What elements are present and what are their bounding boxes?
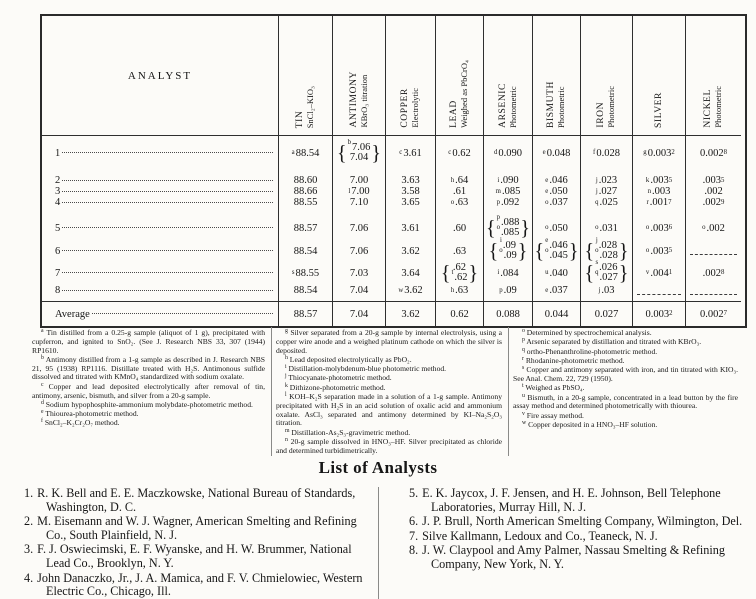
braced-values <box>499 236 517 262</box>
value-cell: m .085 <box>483 186 532 197</box>
footnote-marker: o <box>595 247 599 254</box>
footnote-marker: o <box>522 328 525 334</box>
value-cell: .61 <box>435 186 483 197</box>
analyst-entry-number: 2. <box>24 514 34 529</box>
braced-value-line: $^o$.045 <box>545 247 568 261</box>
value-cell: 88.55 <box>278 197 332 208</box>
value-cell <box>580 236 632 263</box>
value-cell: h .63 <box>435 284 483 297</box>
analyst-entry <box>395 487 750 514</box>
average-value-cell: 0.044 <box>532 301 580 326</box>
column-header-silver <box>632 16 685 136</box>
row-number: 1 <box>55 147 61 159</box>
footnote: $^m$ Distillation-As₂S₃-gravimetric method. <box>285 427 411 437</box>
value-cell: l 7.00 <box>332 186 385 197</box>
value-cell: 88.54 <box>278 240 332 262</box>
spacer-cell <box>632 208 685 216</box>
table-header-row <box>42 16 745 136</box>
braced-value-line: $^b$7.06 <box>347 138 371 153</box>
footnote: $^w$ Copper deposited in a HNO₃–HF solution. <box>522 419 658 429</box>
spacer-cell <box>580 165 632 175</box>
analyst-entry-text: John Danaczko, Jr., J. A. Mamica, and F. V. Chmielowiec, Western Electric Co., Chicago, Ill. <box>37 570 363 599</box>
column-header-lead <box>435 16 483 136</box>
element-name: TIN <box>295 110 306 128</box>
analyst-row-label <box>42 175 278 186</box>
braced-value-line: $^s$.026 <box>595 258 618 273</box>
spacer-cell <box>42 165 278 175</box>
row-number: 7 <box>55 267 61 279</box>
footnotes-column-1 <box>28 327 271 456</box>
method-name: KBrO₃ titration <box>358 75 369 128</box>
braced-value-line: $^i$.09 <box>499 236 516 251</box>
value-cell: j .023 <box>580 175 632 186</box>
footnote: $^v$ Fire assay method. <box>522 410 584 420</box>
footnote: $^a$ Tin distilled from a 0.25-g sample (aliquot of 1 g), precipitated with cupferron, and ignited to SnO₂. (See J. Research NBS 33, 307 (1944) RP1610. <box>32 328 265 355</box>
dotted-leader <box>62 179 273 181</box>
footnote: $^s$ Copper and antimony separated with iron, and tin titrated with KIO₃. See Anal. Chem. 22, 729 (1950). <box>513 365 738 383</box>
column-header-arsenic <box>483 16 532 136</box>
value-cell: c 3.61 <box>385 141 435 165</box>
footnote-marker: t <box>522 383 524 390</box>
value-cell: g 0.003 2 <box>632 141 685 165</box>
right-brace-glyph: } <box>371 141 381 165</box>
value-cell: 7.03 <box>332 262 385 284</box>
analyst-entry-number: 7. <box>409 528 419 543</box>
value-cell: .002 8 <box>685 262 741 284</box>
footnote: $^f$ SnCl₂–K₂Cr₂O₇ method. <box>41 418 120 428</box>
footnote: $^c$ Copper and lead deposited electrolytically after removal of tin, antimony, arsenic, bismuth, and silver from a 20-g sample. <box>32 381 265 400</box>
value-cell: n .003 <box>632 186 685 197</box>
footnote-marker: m <box>285 427 290 434</box>
left-brace-glyph: { <box>584 261 595 285</box>
value-cell: o .63 <box>435 197 483 208</box>
rotated-header-text <box>400 88 421 128</box>
value-cell: o .037 <box>532 197 580 208</box>
analyst-column-header <box>42 16 278 136</box>
value-cell: k .003 5 <box>632 175 685 186</box>
value-cell: 3.63 <box>385 175 435 186</box>
braced-values <box>496 213 520 239</box>
braced-value-line: $^e$.046 <box>545 236 568 251</box>
spacer-cell <box>685 165 741 175</box>
analyst-entry-text: Silve Kallmann, Ledoux and Co., Teaneck, N. J. <box>422 528 658 543</box>
value-cell: o .002 <box>685 216 741 240</box>
method-name: Photometric <box>507 86 518 128</box>
braced-value-line: $^p$.088 <box>496 213 520 228</box>
footnote: $^e$ Thiourea-photometric method. <box>41 409 139 419</box>
left-brace-glyph: { <box>486 216 496 240</box>
missing-value-dashes <box>690 253 737 255</box>
braced-values <box>595 258 618 284</box>
average-label-text: Average <box>55 308 90 320</box>
column-header-iron <box>580 16 632 136</box>
analyst-row-label <box>42 262 278 284</box>
value-cell: 7.10 <box>332 197 385 208</box>
value-cell: o .050 <box>532 216 580 240</box>
footnotes-column-3 <box>508 327 744 456</box>
analyst-entry <box>395 544 750 571</box>
footnote: $^u$ Bismuth, in a 20-g sample, concentrated in a lead button by the fire assay method and determined photometrically with thiourea. <box>513 392 738 411</box>
right-brace-glyph: } <box>468 261 479 285</box>
value-cell: j .027 <box>580 186 632 197</box>
value-cell: 7.04 <box>332 284 385 297</box>
left-brace-glyph: { <box>584 239 595 263</box>
spacer-cell <box>385 165 435 175</box>
value-cell: e .046 <box>532 175 580 186</box>
value-cell: p .09 <box>483 284 532 297</box>
right-brace-glyph: } <box>568 239 579 263</box>
value-cell <box>332 138 385 165</box>
element-name: ANTIMONY <box>348 71 359 128</box>
spacer-cell <box>278 165 332 175</box>
value-cell <box>580 258 632 285</box>
column-header-nickel <box>685 16 741 136</box>
footnote-marker: e <box>41 409 44 416</box>
braced-value-line: .62 <box>452 261 467 273</box>
analyst-entry <box>10 543 370 570</box>
analyst-row-label <box>42 141 278 165</box>
footnote: $^p$ Arsenic separated by distillation and titrated with KBrO₃. <box>522 337 702 347</box>
value-cell: 88.57 <box>278 216 332 240</box>
average-value-cell: 7.04 <box>332 301 385 326</box>
rotated-header-text <box>349 71 370 128</box>
footnote-marker: d <box>41 399 44 406</box>
footnote: $^j$ Thiocyanate-photometric method. <box>285 373 392 383</box>
braced-value-line: $^q$.027 <box>595 269 618 283</box>
footnote: $^r$ Rhodanine-photometric method. <box>522 355 625 365</box>
footnotes-section <box>28 327 744 456</box>
row-number: 6 <box>55 245 61 257</box>
average-value-cell: 0.002 7 <box>685 301 741 326</box>
spacer-cell <box>332 165 385 175</box>
spacer-cell <box>435 208 483 216</box>
footnotes-column-2 <box>271 327 508 456</box>
footnote-marker: b <box>347 138 352 146</box>
value-cell: 7.06 <box>332 240 385 262</box>
value-cell: s 88.55 <box>278 262 332 284</box>
element-name: ARSENIC <box>497 83 508 128</box>
value-cell: .60 <box>435 216 483 240</box>
braced-value-line: $^o$.085 <box>496 224 520 238</box>
column-header-antimony <box>332 16 385 136</box>
rotated-header-text <box>449 60 470 128</box>
analyst-entry-text: F. J. Oswiecimski, E. F. Wyanske, and H. W. Brummer, National Lead Co., Brooklyn, N. Y. <box>37 542 352 570</box>
braced-value-line: $^o$.09 <box>499 247 517 261</box>
column-header-copper <box>385 16 435 136</box>
value-cell: 88.54 <box>278 284 332 297</box>
spacer-cell <box>42 208 278 216</box>
analyst-entry-number: 4. <box>24 570 34 585</box>
rotated-header-text <box>703 86 724 128</box>
rotated-header-text <box>654 92 665 128</box>
braced-value-line: 7.04 <box>349 152 369 163</box>
footnote-marker: b <box>41 354 44 361</box>
element-name: IRON <box>596 102 607 128</box>
spacer-cell <box>532 208 580 216</box>
dotted-leader <box>62 249 273 251</box>
footnote-marker: s <box>595 258 599 266</box>
rotated-header-text <box>596 86 617 128</box>
value-cell: 88.66 <box>278 186 332 197</box>
spacer-cell <box>385 208 435 216</box>
right-brace-glyph: } <box>618 239 629 263</box>
value-cell: d 0.090 <box>483 141 532 165</box>
value-cell: 3.62 <box>385 240 435 262</box>
column-header-bismuth <box>532 16 580 136</box>
footnote: $^n$ 20-g sample dissolved in HNO₃–HF. Silver precipitated as chloride and determined turbidimetrically. <box>276 437 502 455</box>
value-cell <box>632 284 685 297</box>
value-cell: .002 9 <box>685 197 741 208</box>
footnote-marker: q <box>595 269 599 276</box>
analyst-row-label <box>42 216 278 240</box>
footnote-marker: t <box>451 269 454 276</box>
average-value-cell: 0.088 <box>483 301 532 326</box>
value-cell <box>483 236 532 263</box>
rotated-header-text <box>295 86 316 128</box>
analyst-row-label <box>42 284 278 297</box>
analyst-entry-number: 1. <box>24 486 34 500</box>
spacer-cell <box>580 208 632 216</box>
analyst-entry-text: E. K. Jaycox, J. F. Jensen, and H. E. Johnson, Bell Telephone Laboratories, Murray Hill, N. J. <box>422 486 721 514</box>
missing-value-dashes <box>690 293 737 295</box>
footnote: $^l$ KOH–K₂S separation made in a solution of a 1-g sample. Antimony precipitated with H₂S in an acid solution of oxalic acid and ammonium oxalate. AsCl₃ separated and antimony determined by KI–Na₂S₂O₃ titration. <box>276 392 502 428</box>
analyst-entry-text: M. Eisemann and W. J. Wagner, American Smelting and Refining Co., South Plainfield, N. J. <box>37 514 357 542</box>
dotted-leader <box>62 226 273 228</box>
value-cell: 7.00 <box>332 175 385 186</box>
value-cell: 3.58 <box>385 186 435 197</box>
element-name: BISMUTH <box>546 81 557 128</box>
method-name: Photometric <box>713 86 724 128</box>
dotted-leader <box>62 190 273 192</box>
spacer-cell <box>483 208 532 216</box>
value-cell: o .003 6 <box>632 216 685 240</box>
footnote-marker: p <box>522 337 525 344</box>
footnote-marker: q <box>522 346 525 353</box>
value-cell: i .090 <box>483 175 532 186</box>
braced-value-line: $^j$.028 <box>595 236 618 251</box>
footnote: $^q$ ortho-Phenanthroline-photometric method. <box>522 346 658 356</box>
spacer-cell <box>483 165 532 175</box>
analysts-heading: List of Analysts <box>318 458 438 477</box>
footnote: $^b$ Antimony distilled from a 1-g sample as described in J. Research NBS 21, 95 (1938) RP1116. Distillate treated with H₂S. Antimonous sulfide dissolved and titrated with KMnO₄ standardized with sodium oxalate. <box>32 354 265 382</box>
value-cell <box>685 240 741 262</box>
footnote-marker: i <box>499 236 502 244</box>
element-name: SILVER <box>653 92 664 128</box>
analyst-header-label: ANALYST <box>127 69 193 82</box>
value-cell: 3.65 <box>385 197 435 208</box>
footnote-marker: j <box>595 236 598 244</box>
value-cell: e .050 <box>532 186 580 197</box>
value-cell: u .040 <box>532 262 580 284</box>
average-row-label <box>42 301 278 326</box>
analyst-entry <box>10 515 370 542</box>
value-cell: a 88.54 <box>278 141 332 165</box>
braced-values <box>545 236 568 262</box>
braced-value-line: $^t$.62 <box>451 269 468 283</box>
value-cell: o .031 <box>580 216 632 240</box>
value-cell <box>532 236 580 263</box>
average-value-cell: 0.027 <box>580 301 632 326</box>
footnote: $^g$ Silver separated from a 20-g sample by internal electrolysis, using a copper wire anode and a weighed platinum cathode on which the silver is deposited. <box>276 328 502 355</box>
footnote: $^o$ Determined by spectrochemical analysis. <box>522 328 652 337</box>
analysts-column-left <box>10 487 378 599</box>
footnote-marker: e <box>545 236 549 244</box>
dotted-leader <box>62 271 273 273</box>
table-body <box>42 136 745 326</box>
value-cell: 0.002 8 <box>685 141 741 165</box>
spacer-cell <box>632 165 685 175</box>
value-cell: 3.64 <box>385 262 435 284</box>
analysts-column-right <box>378 487 750 599</box>
element-name: LEAD <box>449 100 460 128</box>
spacer-cell <box>435 165 483 175</box>
results-table <box>40 14 747 328</box>
value-cell <box>685 284 741 297</box>
value-cell: v .004 1 <box>632 262 685 284</box>
average-value-cell: 0.62 <box>435 301 483 326</box>
row-number: 4 <box>55 197 61 208</box>
value-cell: r .001 7 <box>632 197 685 208</box>
footnote-marker: i <box>285 364 287 371</box>
value-cell: .63 <box>435 240 483 262</box>
footnote-marker: o <box>496 224 501 231</box>
left-brace-glyph: { <box>488 239 499 263</box>
footnote-marker: h <box>285 354 288 361</box>
footnote: $^k$ Dithizone-photometric method. <box>285 382 386 392</box>
footnote-marker: v <box>522 410 525 417</box>
row-number: 5 <box>55 222 61 234</box>
analyst-entry-text: J. P. Brull, North American Smelting Company, Wilmington, Del. <box>422 514 743 529</box>
analyst-entry-number: 3. <box>24 542 34 557</box>
value-cell: p .092 <box>483 197 532 208</box>
footnote-marker: f <box>41 418 43 425</box>
footnote-marker: w <box>522 419 527 426</box>
analyst-entry-number: 6. <box>409 514 419 529</box>
braced-values <box>595 236 618 262</box>
footnote-marker: n <box>285 437 288 444</box>
value-cell: c 0.62 <box>435 141 483 165</box>
footnote-marker: s <box>522 365 525 372</box>
value-cell: .003 5 <box>685 175 741 186</box>
left-brace-glyph: { <box>337 141 347 165</box>
footnote-marker: k <box>285 382 288 389</box>
value-cell: e 0.048 <box>532 141 580 165</box>
rotated-header-text <box>546 81 567 128</box>
footnote-marker: g <box>285 328 288 334</box>
footnote-marker: a <box>41 328 44 334</box>
dotted-leader <box>62 201 273 203</box>
dotted-leader <box>62 151 273 153</box>
row-number: 3 <box>55 186 61 197</box>
method-name: SnCl₂–KIO₃ <box>305 85 316 128</box>
analyst-entry <box>395 530 750 544</box>
braced-values <box>347 138 371 164</box>
value-cell: 88.60 <box>278 175 332 186</box>
footnote-marker: o <box>499 247 503 254</box>
element-name: NICKEL <box>703 89 714 128</box>
value-cell <box>435 262 483 284</box>
average-value-cell: 0.003 2 <box>632 301 685 326</box>
analyst-entry <box>395 515 750 529</box>
row-number: 2 <box>55 175 61 186</box>
analyst-row-label <box>42 197 278 208</box>
right-brace-glyph: } <box>618 261 629 285</box>
analyst-entry-text: R. K. Bell and E. E. Maczkowske, National Bureau of Standards, Washington, D. C. <box>37 486 356 514</box>
dotted-leader <box>92 312 273 314</box>
average-value-cell: 88.57 <box>278 301 332 326</box>
value-cell: i .084 <box>483 262 532 284</box>
value-cell: 7.06 <box>332 216 385 240</box>
value-cell: f 0.028 <box>580 141 632 165</box>
value-cell: j .03 <box>580 284 632 297</box>
right-brace-glyph: } <box>517 239 528 263</box>
missing-value-dashes <box>637 293 682 295</box>
value-cell: 3.61 <box>385 216 435 240</box>
value-cell: o .003 5 <box>632 240 685 262</box>
value-cell <box>483 213 532 240</box>
element-name: COPPER <box>400 88 411 128</box>
method-name: Photometric <box>556 86 567 128</box>
footnote-marker: c <box>41 381 44 388</box>
average-value-cell: 3.62 <box>385 301 435 326</box>
dotted-leader <box>62 289 273 291</box>
analyst-entry-text: J. W. Claypool and Amy Palmer, Nassau Smelting & Refining Company, New York, N. Y. <box>422 543 725 571</box>
braced-value-line: $^o$.028 <box>595 247 618 261</box>
footnote-marker: p <box>496 213 501 221</box>
footnote-marker: u <box>522 392 525 399</box>
row-number: 8 <box>55 285 61 296</box>
left-brace-glyph: { <box>534 239 545 263</box>
method-name: Weighed as PbCrO₄ <box>459 60 470 128</box>
value-cell: h .64 <box>435 175 483 186</box>
analyst-entry-number: 8. <box>409 543 419 558</box>
value-cell: w 3.62 <box>385 284 435 297</box>
analyst-row-label <box>42 240 278 262</box>
method-name: Electrolytic <box>410 88 421 128</box>
footnote-marker: r <box>522 355 524 362</box>
column-header-tin <box>278 16 332 136</box>
value-cell: .002 <box>685 186 741 197</box>
footnote: $^t$ Weighed as PbSO₄. <box>522 383 585 393</box>
footnote-marker: o <box>545 247 549 254</box>
analyst-row-label <box>42 186 278 197</box>
value-cell: e .037 <box>532 284 580 297</box>
method-name: Photometric <box>606 86 617 128</box>
analyst-entry <box>10 487 370 514</box>
spacer-cell <box>685 208 741 216</box>
braced-values <box>451 263 467 284</box>
left-brace-glyph: { <box>440 261 451 285</box>
footnote: $^h$ Lead deposited electrolytically as PbO₂. <box>285 354 412 364</box>
value-cell: q .025 <box>580 197 632 208</box>
rotated-header-text <box>498 83 519 128</box>
analyst-entry <box>10 572 370 599</box>
analyst-entry-number: 5. <box>409 486 419 500</box>
spacer-cell <box>532 165 580 175</box>
footnote: $^d$ Sodium hypophosphite-ammonium molybdate-photometric method. <box>41 399 253 409</box>
spacer-cell <box>278 208 332 216</box>
footnote: $^i$ Distillation-molybdenum-blue photometric method. <box>285 364 447 374</box>
spacer-cell <box>332 208 385 216</box>
footnote-marker: l <box>285 392 287 399</box>
analysts-list <box>10 487 750 599</box>
right-brace-glyph: } <box>520 216 530 240</box>
footnote-marker: j <box>285 373 287 380</box>
